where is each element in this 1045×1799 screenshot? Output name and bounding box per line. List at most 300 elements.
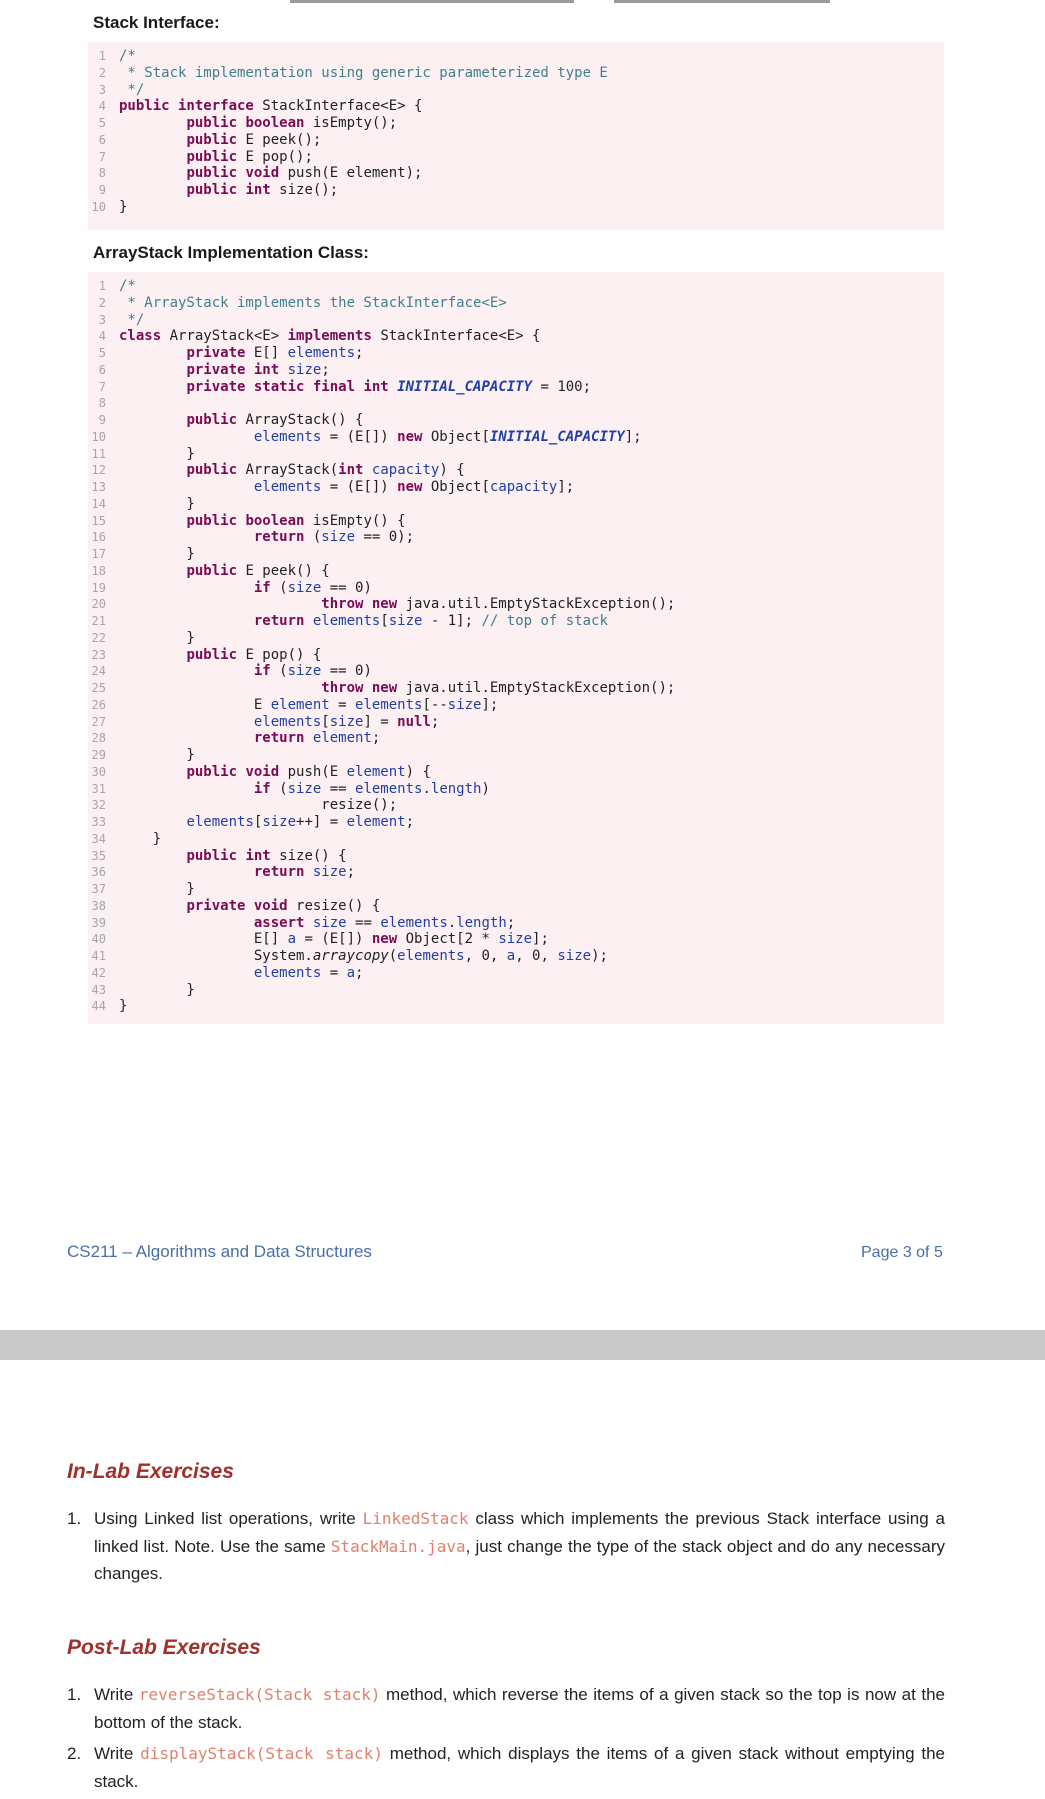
top-rule-left xyxy=(290,0,574,3)
line-number: 22 xyxy=(91,630,106,645)
array-stack-heading: ArrayStack Implementation Class: xyxy=(93,243,369,262)
code-line xyxy=(88,982,944,999)
code-text xyxy=(119,379,591,396)
code-token xyxy=(119,764,186,780)
code-token: E pop(); xyxy=(237,148,313,165)
line-number: 24 xyxy=(91,664,106,679)
code-token: * ArrayStack implements the StackInterface<E> xyxy=(119,294,507,311)
code-token: throw new xyxy=(321,596,398,613)
code-token xyxy=(119,663,254,679)
code-token: ArrayStack<E> xyxy=(161,328,288,345)
code-line xyxy=(88,462,944,479)
line-number: 44 xyxy=(91,999,106,1014)
code-line xyxy=(88,730,944,747)
code-text xyxy=(119,965,363,982)
code-token xyxy=(119,132,186,148)
code-token: ( xyxy=(388,948,398,964)
code-text xyxy=(119,864,355,881)
line-number: 42 xyxy=(91,965,106,980)
code-line xyxy=(88,881,944,898)
code-token: ] = xyxy=(363,713,398,730)
code-token: ]; xyxy=(624,428,642,445)
code-token xyxy=(119,479,254,495)
code-token: elements xyxy=(397,948,465,964)
line-number: 1 xyxy=(98,49,106,63)
code-token: [ xyxy=(321,713,330,730)
code-text xyxy=(119,328,540,345)
code-text xyxy=(119,831,161,848)
code-token xyxy=(119,529,254,545)
code-token: size xyxy=(287,663,322,680)
code-line xyxy=(88,864,944,881)
exercise-text: class which implements the previous Stack interface using a linked list. Note. Use the same xyxy=(94,1509,945,1556)
code-token: elements xyxy=(253,479,322,495)
code-token: a xyxy=(287,931,297,948)
code-token: size xyxy=(447,696,482,713)
exercise-text: method, which displays the items of a given stack without emptying the stack. xyxy=(94,1744,945,1791)
code-token: ; xyxy=(506,914,516,931)
code-text xyxy=(119,580,372,597)
code-token: // top of stack xyxy=(481,613,608,629)
code-token: public int xyxy=(186,182,271,198)
code-token: ( xyxy=(270,663,288,680)
code-token: Object[ xyxy=(422,428,490,445)
code-token: ; xyxy=(346,864,356,881)
line-number: 2 xyxy=(98,65,106,80)
code-token: ++] = xyxy=(296,814,347,830)
code-token: elements xyxy=(253,713,322,730)
code-line xyxy=(88,379,944,396)
code-text xyxy=(119,295,507,312)
code-line xyxy=(88,596,944,613)
code-token: java.util.EmptyStackException(); xyxy=(397,680,676,696)
code-token xyxy=(119,781,254,797)
code-token: = (E[]) xyxy=(321,428,398,445)
in-lab-list xyxy=(67,1505,945,1588)
code-line xyxy=(88,613,944,630)
line-number: 35 xyxy=(91,848,106,863)
code-token: [ xyxy=(380,613,389,629)
exercise-number: 2. xyxy=(67,1744,82,1763)
line-number: 6 xyxy=(98,132,106,147)
footer-page-number: Page 3 of 5 xyxy=(861,1244,943,1261)
code-token: /* xyxy=(119,278,136,294)
code-token: public xyxy=(186,462,238,479)
code-token: implements xyxy=(287,328,372,345)
code-token: element xyxy=(270,696,330,713)
line-number: 7 xyxy=(98,149,106,164)
code-token xyxy=(119,115,186,131)
code-token: E[] xyxy=(245,345,288,361)
code-token: StackInterface<E> { xyxy=(253,98,423,115)
code-token: length xyxy=(456,914,507,931)
line-number: 28 xyxy=(91,731,106,746)
code-text xyxy=(119,462,465,479)
code-token xyxy=(304,864,312,880)
code-token: } xyxy=(119,546,195,562)
line-number: 32 xyxy=(91,798,106,813)
code-text xyxy=(119,446,195,463)
code-line xyxy=(88,362,944,379)
code-line xyxy=(88,132,944,149)
code-line xyxy=(88,630,944,647)
code-text xyxy=(119,182,338,199)
code-line xyxy=(88,429,944,446)
code-text xyxy=(119,115,397,132)
code-token: ); xyxy=(591,948,608,964)
code-token xyxy=(119,149,186,165)
code-token: == 0) xyxy=(321,663,372,680)
code-line xyxy=(88,965,944,982)
code-token: ; xyxy=(355,345,364,361)
code-token: ]; xyxy=(532,931,549,948)
code-token xyxy=(304,613,312,629)
code-text xyxy=(119,663,372,680)
code-token xyxy=(119,814,186,830)
line-number: 14 xyxy=(91,496,106,511)
code-reference: StackMain.java xyxy=(330,1536,466,1556)
line-number: 10 xyxy=(91,429,106,444)
line-number: 15 xyxy=(91,513,106,528)
code-text xyxy=(119,630,195,647)
code-token: ( xyxy=(270,780,288,797)
code-token: } xyxy=(119,981,195,998)
code-line xyxy=(88,199,944,216)
exercise-item xyxy=(67,1681,945,1736)
array-stack-code xyxy=(88,272,944,1024)
code-reference: displayStack(Stack stack) xyxy=(140,1744,383,1763)
code-token: } xyxy=(119,495,195,512)
code-token xyxy=(119,362,186,378)
code-text xyxy=(119,132,321,149)
code-token xyxy=(119,848,186,864)
code-token: a xyxy=(506,948,516,964)
code-token: = (E[]) xyxy=(296,931,372,948)
code-token: if xyxy=(253,663,271,680)
code-token: ]; xyxy=(481,696,499,713)
line-number: 17 xyxy=(91,547,106,561)
line-number: 2 xyxy=(98,295,106,310)
code-token: } xyxy=(119,445,195,462)
code-text xyxy=(119,362,330,379)
code-token: size xyxy=(287,361,322,378)
code-text xyxy=(119,278,136,295)
code-token xyxy=(119,513,186,529)
code-token: ArrayStack( xyxy=(237,462,339,479)
code-token: elements xyxy=(355,696,423,713)
code-token: public xyxy=(186,131,238,148)
code-line xyxy=(88,680,944,697)
code-token xyxy=(119,165,186,181)
code-token: ; xyxy=(355,964,364,981)
code-token xyxy=(304,730,312,746)
code-token: if xyxy=(253,579,271,596)
line-number: 37 xyxy=(91,882,106,896)
code-token: size xyxy=(388,613,423,629)
post-lab-heading: Post-Lab Exercises xyxy=(67,1636,261,1659)
line-number: 38 xyxy=(91,898,106,913)
code-token: length xyxy=(430,780,482,797)
code-token: [ xyxy=(253,814,263,830)
code-line xyxy=(88,797,944,814)
code-token xyxy=(119,730,254,746)
code-text xyxy=(119,814,414,831)
code-token xyxy=(119,613,254,629)
code-text xyxy=(119,982,195,999)
line-number: 39 xyxy=(91,915,106,930)
exercise-item xyxy=(67,1505,945,1588)
line-number: 9 xyxy=(98,413,106,427)
code-text xyxy=(119,546,195,563)
code-text xyxy=(119,747,195,764)
line-number: 13 xyxy=(91,480,106,494)
code-token xyxy=(304,915,312,931)
line-number: 29 xyxy=(91,748,106,762)
code-line xyxy=(88,278,944,295)
code-token: return xyxy=(253,864,305,881)
line-number: 3 xyxy=(98,82,106,97)
line-number: 18 xyxy=(91,563,106,578)
code-text xyxy=(119,697,498,714)
code-token: } xyxy=(119,629,195,646)
code-line xyxy=(88,747,944,764)
code-line xyxy=(88,898,944,915)
code-token: size() { xyxy=(270,847,347,864)
code-line xyxy=(88,915,944,932)
code-token: StackInterface<E> { xyxy=(371,328,541,345)
code-line xyxy=(88,395,944,412)
line-number: 25 xyxy=(91,681,106,695)
code-token xyxy=(119,345,186,361)
code-token: elements xyxy=(253,428,322,445)
code-token: E pop() { xyxy=(237,646,322,663)
code-token: = xyxy=(329,696,356,713)
code-text xyxy=(119,165,422,182)
code-text xyxy=(119,529,414,546)
code-line xyxy=(88,580,944,597)
in-lab-heading: In-Lab Exercises xyxy=(67,1460,234,1483)
code-reference: reverseStack(Stack stack) xyxy=(138,1685,381,1704)
code-token xyxy=(119,680,321,696)
line-number: 6 xyxy=(98,362,106,377)
code-line xyxy=(88,479,944,496)
code-token: ; xyxy=(430,713,440,730)
code-token: new xyxy=(397,428,423,445)
code-text xyxy=(119,479,574,496)
code-line xyxy=(88,496,944,513)
code-token xyxy=(119,462,186,478)
code-text xyxy=(119,48,136,65)
code-line xyxy=(88,781,944,798)
code-token: resize(); xyxy=(119,797,398,814)
code-line xyxy=(88,848,944,865)
code-token: ( xyxy=(304,529,322,546)
code-token: size xyxy=(321,529,356,546)
code-token: null xyxy=(397,713,431,730)
code-token: size xyxy=(287,579,322,596)
code-line xyxy=(88,513,944,530)
code-token: elements xyxy=(287,345,356,361)
code-token: E[] xyxy=(119,931,288,948)
code-token: , 0, xyxy=(515,948,558,964)
code-text xyxy=(119,613,608,630)
code-token: * Stack implementation using generic parameterized type E xyxy=(119,64,608,81)
code-token xyxy=(119,182,186,198)
code-token xyxy=(119,965,254,981)
line-number: 20 xyxy=(91,597,106,612)
code-token: public xyxy=(186,562,238,579)
code-line xyxy=(88,165,944,182)
code-token: push(E element); xyxy=(279,165,423,182)
code-text xyxy=(119,345,363,362)
code-token: } xyxy=(119,830,162,847)
code-token: element xyxy=(346,814,406,830)
code-token: return xyxy=(253,730,305,747)
code-token: } xyxy=(119,198,128,215)
code-line xyxy=(88,697,944,714)
code-token: public boolean xyxy=(186,512,305,529)
code-token: new xyxy=(371,931,398,948)
code-text xyxy=(119,82,144,99)
code-line xyxy=(88,948,944,965)
line-number: 4 xyxy=(98,329,106,344)
code-text xyxy=(119,199,127,216)
code-token: == 0) xyxy=(321,579,372,596)
line-number: 33 xyxy=(91,815,106,829)
code-token xyxy=(119,647,186,663)
code-text xyxy=(119,898,380,915)
code-token: elements xyxy=(312,613,381,629)
code-token: ) { xyxy=(405,763,431,780)
code-line xyxy=(88,814,944,831)
code-token: private int xyxy=(186,361,280,378)
code-token: element xyxy=(312,730,372,747)
line-number: 9 xyxy=(98,183,106,197)
code-token: */ xyxy=(119,311,145,328)
code-token: size xyxy=(557,948,592,964)
line-number: 43 xyxy=(91,982,106,997)
code-token: public boolean xyxy=(186,115,305,131)
line-number: 4 xyxy=(98,99,106,114)
code-line xyxy=(88,647,944,664)
line-number: 7 xyxy=(98,379,106,394)
code-token: ) xyxy=(481,780,490,797)
code-token: isEmpty() { xyxy=(304,512,406,529)
line-number: 11 xyxy=(91,446,106,461)
exercise-text: method, which reverse the items of a given stack so the top is now at the bottom of the stack. xyxy=(94,1685,946,1732)
code-token: == 0); xyxy=(355,529,415,546)
code-text xyxy=(119,596,675,613)
line-number: 16 xyxy=(91,530,106,545)
code-token: ; xyxy=(321,361,330,378)
code-token: assert xyxy=(253,914,305,931)
line-number: 5 xyxy=(98,116,106,130)
code-token: element xyxy=(346,763,406,780)
code-line xyxy=(88,115,944,132)
code-token: Object[2 * xyxy=(397,931,499,948)
code-token: public interface xyxy=(119,98,254,115)
code-token: return xyxy=(253,613,305,629)
code-token: isEmpty(); xyxy=(304,115,398,131)
code-token: System. xyxy=(119,948,313,964)
line-number: 8 xyxy=(98,396,106,411)
top-rule-right xyxy=(614,0,830,3)
code-token: = xyxy=(321,964,347,981)
code-token: } xyxy=(119,881,195,897)
code-token xyxy=(119,898,186,914)
exercise-text: Using Linked list operations, write xyxy=(94,1509,363,1528)
code-text xyxy=(119,797,397,814)
code-text xyxy=(119,513,406,530)
line-number: 23 xyxy=(91,647,106,662)
exercise-text: , just change the type of the stack object and do any necessary changes. xyxy=(94,1536,946,1583)
code-text xyxy=(119,149,313,166)
code-token: INITIAL_CAPACITY xyxy=(489,428,625,445)
exercise-number: 1. xyxy=(67,1685,82,1704)
line-number: 3 xyxy=(98,312,106,327)
code-token: [-- xyxy=(422,696,448,713)
code-token: size xyxy=(287,780,322,797)
stack-interface-heading: Stack Interface: xyxy=(93,13,220,32)
code-token: public int xyxy=(186,847,271,864)
code-line xyxy=(88,312,944,329)
code-token: size(); xyxy=(270,182,339,198)
code-token: return xyxy=(253,529,305,546)
code-token: elements xyxy=(355,780,423,797)
code-token: throw new xyxy=(321,680,398,696)
code-token: size xyxy=(312,864,347,881)
code-token: public void xyxy=(186,763,280,780)
code-token xyxy=(119,563,186,579)
exercise-number: 1. xyxy=(67,1509,82,1528)
post-lab-list xyxy=(67,1681,945,1799)
code-token: resize() { xyxy=(287,897,381,914)
code-token xyxy=(119,915,254,931)
code-text xyxy=(119,65,608,82)
code-token xyxy=(119,714,254,730)
code-token: elements xyxy=(186,814,254,830)
code-line xyxy=(88,446,944,463)
code-text xyxy=(119,881,195,898)
code-token: size xyxy=(262,814,297,830)
code-token: if xyxy=(253,780,271,797)
code-line xyxy=(88,328,944,345)
code-token: size xyxy=(329,713,364,730)
code-line xyxy=(88,182,944,199)
code-token: push(E xyxy=(279,763,347,780)
code-token xyxy=(119,429,254,445)
code-token: public xyxy=(186,412,238,428)
line-number: 27 xyxy=(91,714,106,729)
line-number: 30 xyxy=(91,764,106,779)
code-token: */ xyxy=(119,81,145,98)
code-line xyxy=(88,295,944,312)
code-token: ArrayStack() { xyxy=(237,412,364,428)
code-line xyxy=(88,931,944,948)
line-number: 21 xyxy=(91,614,106,628)
code-token: = (E[]) xyxy=(321,479,398,495)
code-token: private void xyxy=(186,897,288,914)
code-token: elements xyxy=(380,914,448,931)
code-token: ( xyxy=(270,579,288,596)
line-number: 10 xyxy=(91,199,106,214)
code-line xyxy=(88,998,944,1015)
code-token: E peek(); xyxy=(237,131,322,148)
code-token xyxy=(119,580,254,596)
code-text xyxy=(119,948,608,965)
code-line xyxy=(88,48,944,65)
code-token: /* xyxy=(119,48,136,64)
